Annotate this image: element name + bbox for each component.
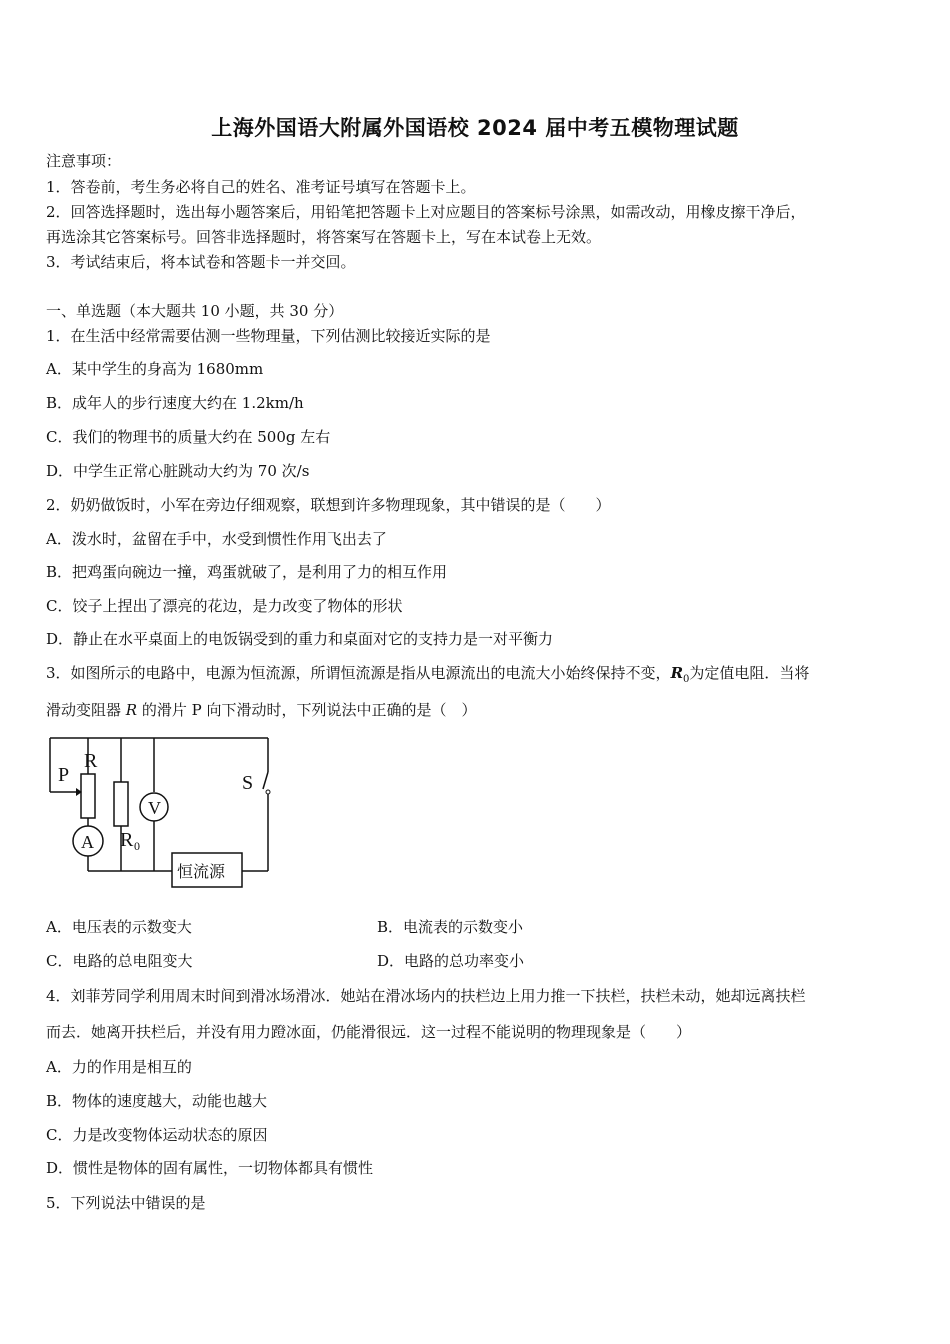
question-1-stem: 1．在生活中经常需要估测一些物理量，下列估测比较接近实际的是 [46,327,491,345]
notice-item: 1．答卷前，考生务必将自己的姓名、准考证号填写在答题卡上。 [46,178,476,196]
question-2-stem: 2．奶奶做饭时，小军在旁边仔细观察，联想到许多物理现象，其中错误的是（ ） [46,496,611,514]
label-r: R [84,750,98,772]
switch-contact-icon [266,790,270,794]
section-heading: 一、单选题（本大题共 10 小题，共 30 分） [46,302,344,320]
question-2-option-a: A．泼水时，盆留在手中，水受到惯性作用飞出去了 [46,530,387,548]
label-current-source: 恒流源 [177,864,226,881]
question-4-option-c: C．力是改变物体运动状态的原因 [46,1126,268,1144]
circuit-diagram [46,734,276,894]
notice-item: 2．回答选择题时，选出每小题答案后，用铅笔把答题卡上对应题目的答案标号涂黑，如需改动，用橡皮擦干净后， [46,203,806,221]
question-4-stem-line1: 4．刘菲芳同学利用周末时间到滑冰场滑冰．她站在滑冰场内的扶栏边上用力推一下扶栏，扶栏未动，她却远离扶栏 [46,987,806,1005]
q3-r0-symbol: R [670,664,684,682]
q3-r-symbol: R [125,701,138,719]
label-r0-subscript: 0 [134,839,140,853]
q3-stem-text: 3．如图所示的电路中，电源为恒流源，所谓恒流源是指从电源流出的电流大小始终保持不变， [46,664,671,682]
q3-stem-text: 的滑片 P 向下滑动时，下列说法中正确的是（ ） [137,701,477,719]
q3-r0-subscript: 0 [683,674,690,685]
notice-item: 再选涂其它答案标号。回答非选择题时，将答案写在答题卡上，写在本试卷上无效。 [46,228,602,246]
question-1-option-a: A．某中学生的身高为 1680mm [46,360,264,378]
question-3-stem-line1 [46,663,809,690]
question-3-option-a: A．电压表的示数变大 [46,918,192,936]
label-a: A [81,832,94,852]
question-3-option-b: B．电流表的示数变小 [377,918,524,936]
question-3-option-d: D．电路的总功率变小 [377,952,525,970]
question-2-option-b: B．把鸡蛋向碗边一撞，鸡蛋就破了，是利用了力的相互作用 [46,563,448,581]
question-3-option-c: C．电路的总电阻变大 [46,952,193,970]
label-s: S [242,772,254,794]
question-5-stem: 5．下列说法中错误的是 [46,1194,206,1212]
question-2-option-d: D．静止在水平桌面上的电饭锅受到的重力和桌面对它的支持力是一对平衡力 [46,630,554,648]
q3-stem-text: 滑动变阻器 [46,701,126,719]
q3-stem-text: 为定值电阻．当将 [689,664,810,682]
question-4-option-d: D．惯性是物体的固有属性，一切物体都具有惯性 [46,1159,374,1177]
rheostat-symbol [81,774,95,818]
page-title: 上海外国语大附属外国语校 2024 届中考五模物理试题 [211,116,739,140]
notice-heading: 注意事项： [46,152,122,170]
question-1-option-d: D．中学生正常心脏跳动大约为 70 次/s [46,462,310,480]
question-2-option-c: C．饺子上捏出了漂亮的花边，是力改变了物体的形状 [46,597,403,615]
question-4-stem-line2: 而去．她离开扶栏后，并没有用力蹬冰面，仍能滑很远．这一过程不能说明的物理现象是（ ） [46,1023,692,1041]
label-r0: R [120,829,134,851]
question-1-option-c: C．我们的物理书的质量大约在 500g 左右 [46,428,331,446]
label-p: P [58,764,70,786]
question-3-stem-line2 [46,700,476,720]
question-4-option-b: B．物体的速度越大，动能也越大 [46,1092,268,1110]
question-4-option-a: A．力的作用是相互的 [46,1058,192,1076]
notice-item: 3．考试结束后，将本试卷和答题卡一并交回。 [46,253,356,271]
question-1-option-b: B．成年人的步行速度大约在 1.2km/h [46,394,304,412]
resistor-r0-symbol [114,782,128,826]
label-v: V [148,798,161,818]
